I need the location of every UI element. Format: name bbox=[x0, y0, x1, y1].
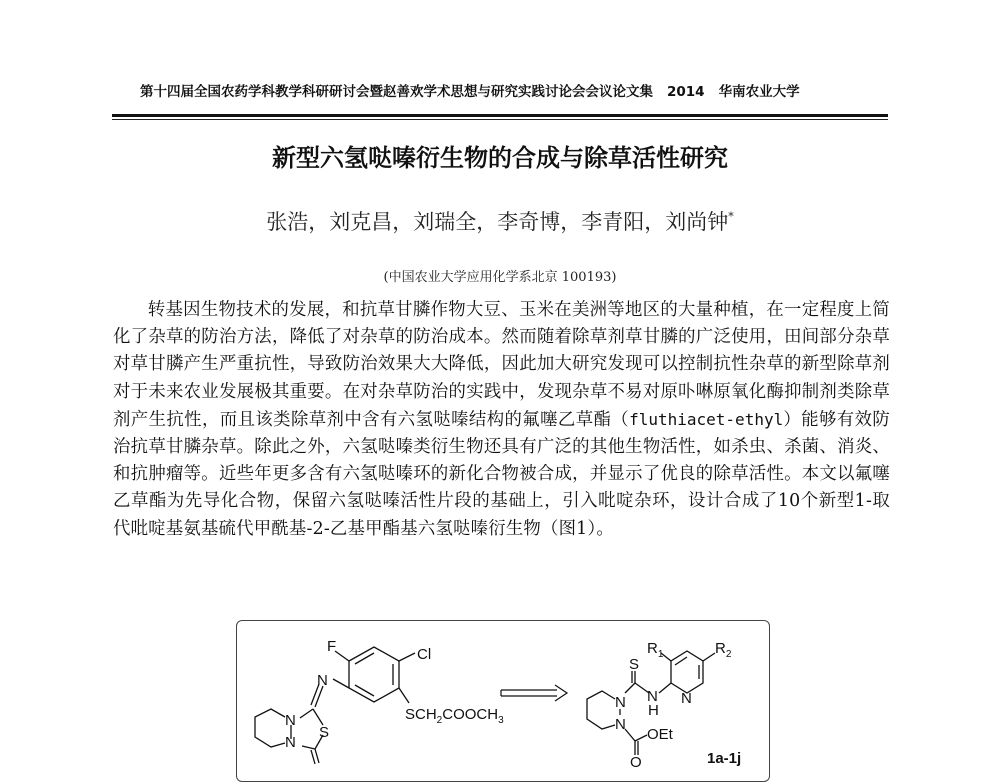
atom-s-thione: S bbox=[629, 656, 640, 673]
atom-n2: N bbox=[285, 734, 296, 751]
header-rule-thick bbox=[112, 114, 888, 117]
compound-name-mono: fluthiacet-ethyl bbox=[629, 409, 784, 429]
atom-n-imine: N bbox=[317, 672, 328, 689]
author-list bbox=[0, 206, 1000, 236]
atom-o-carbonyl: O bbox=[630, 754, 642, 771]
left-structure-bonds bbox=[255, 647, 415, 764]
atom-s-ring: S bbox=[319, 724, 330, 741]
abstract-text-1: 转基因生物技术的发展，和抗草甘膦作物大豆、玉米在美洲等地区的大量种植，在一定程度上简化了杂草的防治方法，降低了对杂草的防治成本。然而随着除草剂草甘膦的广泛使用，田间部分杂草对草甘膦产生严重抗性，导致防治效果大大降低，因此加大研究发现可以控制抗性杂草的新型除草剂对于未来农业发展极其重要。在对杂草防治的实践中，发现杂草不易对原卟啉原氧化酶抑制剂类除草剂产生抗性，而且该类除草剂中含有六氢哒嗪结构的氟噻乙草酯（ bbox=[113, 300, 890, 430]
authors-text: 张浩，刘克昌，刘瑞全，李奇博，李青阳，刘尚钟 bbox=[266, 210, 729, 234]
atom-h: H bbox=[648, 702, 659, 719]
paper-title: 新型六氢哒嗪衍生物的合成与除草活性研究 bbox=[272, 144, 728, 172]
r1-label: $R_1$ bbox=[647, 640, 664, 660]
atom-cl: Cl bbox=[417, 646, 432, 663]
running-header bbox=[140, 80, 880, 100]
header-institution: 华南农业大学 bbox=[718, 84, 800, 100]
abstract-paragraph bbox=[113, 297, 890, 543]
atom-n1: N bbox=[285, 712, 296, 729]
transformation-arrow bbox=[501, 685, 567, 701]
header-rule-thin bbox=[112, 119, 888, 120]
right-structure-labels bbox=[615, 640, 741, 771]
header-year: 2014 bbox=[667, 84, 705, 100]
abstract-text-2: ）能够有效防治抗草甘膦杂草。除此之外，六氢哒嗪类衍生物还具有广泛的其他生物活性，如杀虫、杀菌、消炎、和抗肿瘤等。近些年更多含有六氢哒嗪环的新化合物被合成，并显示了优良的除草活性。本文以氟噻乙草酯为先导化合物，保留六氢哒嗪活性片段的基础上，引入吡啶杂环，设计合成了10个新型1-取代吡啶基氨基硫代甲酰基-2-乙基甲酯基六氢哒嗪衍生物（图1）。 bbox=[113, 409, 890, 539]
chemical-scheme bbox=[237, 621, 769, 781]
r2-label: $R_2$ bbox=[715, 640, 732, 660]
atom-n-b: N bbox=[615, 716, 626, 733]
ester-label: OEt bbox=[647, 726, 673, 743]
side-chain-label: $SCH_2COOCH_3$ bbox=[405, 706, 504, 726]
left-structure-labels bbox=[285, 638, 504, 751]
atom-n-pyridine: N bbox=[681, 690, 692, 707]
compound-range-label: 1a-1j bbox=[707, 750, 742, 767]
figure-1-box bbox=[236, 620, 770, 782]
corresponding-author-mark: * bbox=[728, 210, 734, 223]
atom-f: F bbox=[327, 638, 337, 655]
atom-n-a: N bbox=[615, 694, 626, 711]
affiliation: (中国农业大学应用化学系北京 100193) bbox=[383, 270, 617, 285]
atom-nh: N bbox=[647, 688, 658, 705]
conference-name: 第十四届全国农药学科教学科研研讨会暨赵善欢学术思想与研究实践讨论会会议论文集 bbox=[140, 84, 653, 100]
